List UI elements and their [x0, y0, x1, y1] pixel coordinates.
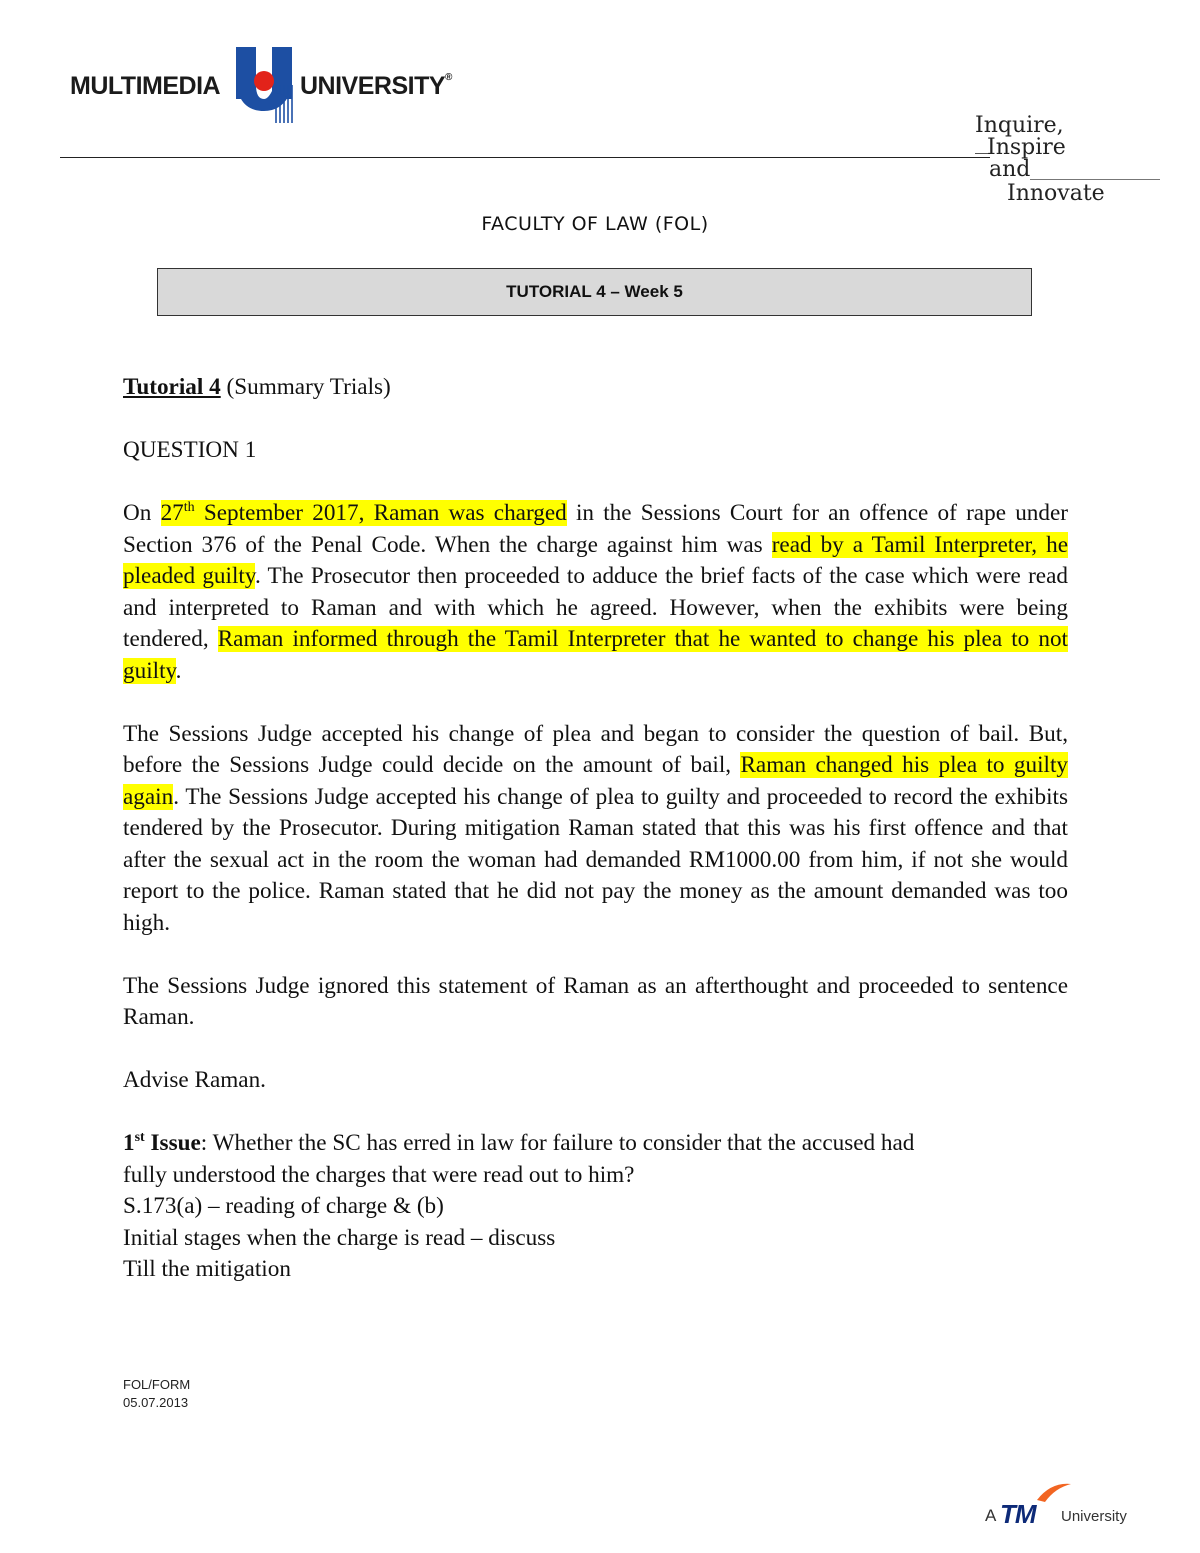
issue-line-5: Till the mitigation [123, 1256, 291, 1282]
tm-university-logo [985, 1480, 1145, 1530]
question-paragraph-3: The Sessions Judge ignored this statement of Raman as an afterthought and proceeded to sentence Raman. [123, 972, 1068, 1030]
instruction: Advise Raman. [123, 1067, 266, 1093]
issue-line-1: 1st Issue: Whether the SC has erred in law for failure to consider that the accused had [123, 1130, 915, 1156]
form-code [123, 1376, 190, 1412]
tagline-rule [1030, 179, 1160, 180]
tagline-line-3: and [989, 157, 1031, 182]
tagline [975, 115, 1175, 210]
tm-logo-university: University [1061, 1508, 1127, 1525]
mmu-emblem-icon [230, 45, 298, 125]
tutorial-banner: TUTORIAL 4 – Week 5 [157, 268, 1032, 316]
issue-line-3: S.173(a) – reading of charge & (b) [123, 1193, 444, 1219]
registered-mark: ® [445, 72, 452, 83]
highlight: 27th September 2017, Raman was charged [160, 500, 567, 526]
highlight: Raman changed his plea to guilty again [123, 752, 1068, 810]
form-code-date: 05.07.2013 [123, 1395, 189, 1410]
logo-text-university: UNIVERSITY® [300, 72, 452, 100]
issue-line-2: fully understood the charges that were read out to him? [123, 1161, 635, 1188]
document-body [123, 372, 1068, 1286]
issue-line-4: Initial stages when the charge is read – discuss [123, 1224, 556, 1251]
question-paragraph-1: On 27th September 2017, Raman was charged in the Sessions Court for an offence of rape under Section 376 of the Penal Code. When the charge against him was read by a Tamil Interpreter, he pleaded guilty. The Prosecutor then proceeded to adduce the brief facts of the case which were read and interpreted to Raman and with which he agreed. However, when the exhibits were being tendered, Raman informed through the Tamil Interpreter that he wanted to change his plea to not guilty. [123, 500, 1068, 684]
tagline-line-2: Inspire [987, 135, 1066, 160]
faculty-heading: FACULTY OF LAW (FOL) [481, 213, 709, 235]
question-paragraph-2: The Sessions Judge accepted his change of plea and began to consider the question of bail. But, before the Sessions Judge could decide on the amount of bail, Raman changed his plea to guilty again. The Sessions Judge accepted his change of plea to guilty and proceeded to record the exhibits tendered by the Prosecutor. During mitigation Raman stated that this was his first offence and that after the sexual act in the room the woman had demanded RM1000.00 from him, if not she would report to the police. Raman stated that he did not pay the money as the amount demanded was too high. [123, 720, 1068, 936]
tm-swoosh-icon [1033, 1480, 1073, 1504]
highlight: read by a Tamil Interpreter, he pleaded guilty [123, 531, 1068, 589]
logo-text-multimedia: MULTIMEDIA [70, 72, 221, 100]
tagline-line-1: Inquire, [975, 113, 1064, 138]
tagline-line-4: Innovate [1007, 181, 1105, 206]
mmu-logo [70, 45, 470, 125]
highlight: Raman informed through the Tamil Interpreter that he wanted to change his plea to not guilty [123, 626, 1068, 684]
form-code-id: FOL/FORM [123, 1377, 191, 1392]
tm-logo-a: A [985, 1506, 997, 1525]
header-rule [60, 157, 990, 158]
question-heading: QUESTION 1 [123, 437, 257, 463]
tm-logo-tm: TM [1000, 1499, 1036, 1529]
tutorial-title: Tutorial 4 (Summary Trials) [123, 374, 391, 400]
issue-block [123, 1128, 1068, 1286]
